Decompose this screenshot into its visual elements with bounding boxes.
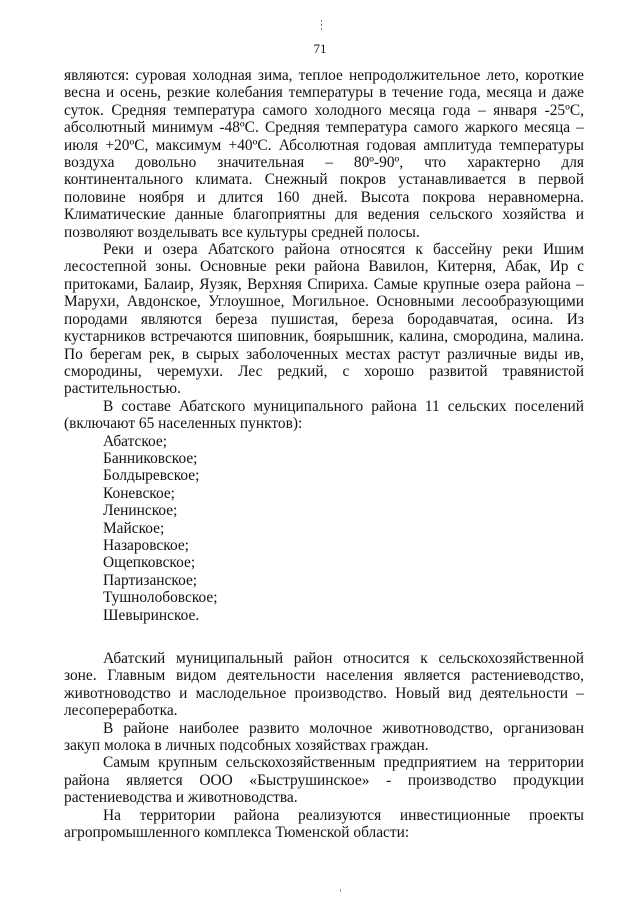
list-item: Ощепковское; [103, 554, 196, 572]
list-item: Абатское; [103, 432, 168, 450]
paragraph-rivers-lakes: Реки и озера Абатского района относятся к бассейну реки Ишим лесостепной зоны. Основные реки района Вавилон, Китерня, Абак, Ир с притоками, Балаир, Яузяк, Верхняя Спириха. Самые крупные озера района – Марухи, Авдонское, Углоушное, Могильное. Основными лесообразующими породами являются береза пушистая, береза бородавчатая, осина. Из кустарников встречаются шиповник, боярышник, калина, смородина, малина. По берегам рек, в сырых заболоченных местах растут различные виды ив, смородины, черемухи. Лес редкий, с хорошо развитой травянистой растительностью. [64, 241, 584, 398]
list-item: Банниковское; [103, 449, 198, 467]
binding-marks [320, 20, 324, 32]
paragraph-climate: являются: суровая холодная зима, теплое непродолжительное лето, короткие весна и осень, резкие колебания температуры в течение года, месяца и даже суток. Средняя температура самого холодного месяца года – января -25ºС, абсолютный минимум -48ºС. Средняя температура самого жаркого месяца – июля +20ºС, максимум +40ºС. Абсолютная годовая амплитуда температуры воздуха довольно значительная – 80º-90º, что характерно для континентального климата. Снежный покров устанавливается в первой половине ноября и длится 160 дней. Высота покрова неравномерна. Климатические данные благоприятны для ведения сельского хозяйства и позволяют возделывать все культуры средней полосы. [64, 67, 584, 241]
list-item: Шевыринское. [103, 606, 200, 624]
spacer [64, 624, 584, 650]
paragraph-investment-projects: На территории района реализуются инвестиционные проекты агропромышленного комплекса Тюменской области: [64, 806, 584, 842]
settlement-list [64, 433, 584, 624]
list-item: Болдыревское; [103, 467, 200, 485]
paragraph-dairy: В районе наиболее развито молочное животноводство, организован закуп молока в личных подсобных хозяйствах граждан. [64, 719, 584, 755]
paragraph-largest-enterprise: Самым крупным сельскохозяйственным предприятием на территории района является ООО «Быструшинское» - производство продукции растениеводства и животноводства. [64, 754, 584, 807]
scan-mark [340, 889, 341, 892]
list-item: Коневское; [103, 484, 175, 502]
list-item: Назаровское; [103, 536, 189, 554]
list-item: Тушнолобовское; [103, 589, 218, 607]
body-text [64, 67, 584, 841]
paragraph-settlements-intro: В составе Абатского муниципального района 11 сельских поселений (включают 65 населенных пунктов): [64, 397, 584, 433]
list-item: Майское; [103, 519, 165, 537]
page-number: 71 [313, 41, 327, 56]
list-item: Партизанское; [103, 571, 198, 589]
paragraph-agriculture-zone: Абатский муниципальный район относится к сельскохозяйственной зоне. Главным видом деятельности населения является растениеводство, животноводство и маслодельное производство. Новый вид деятельности – лесопереработка. [64, 650, 584, 720]
list-item: Ленинское; [103, 502, 178, 520]
